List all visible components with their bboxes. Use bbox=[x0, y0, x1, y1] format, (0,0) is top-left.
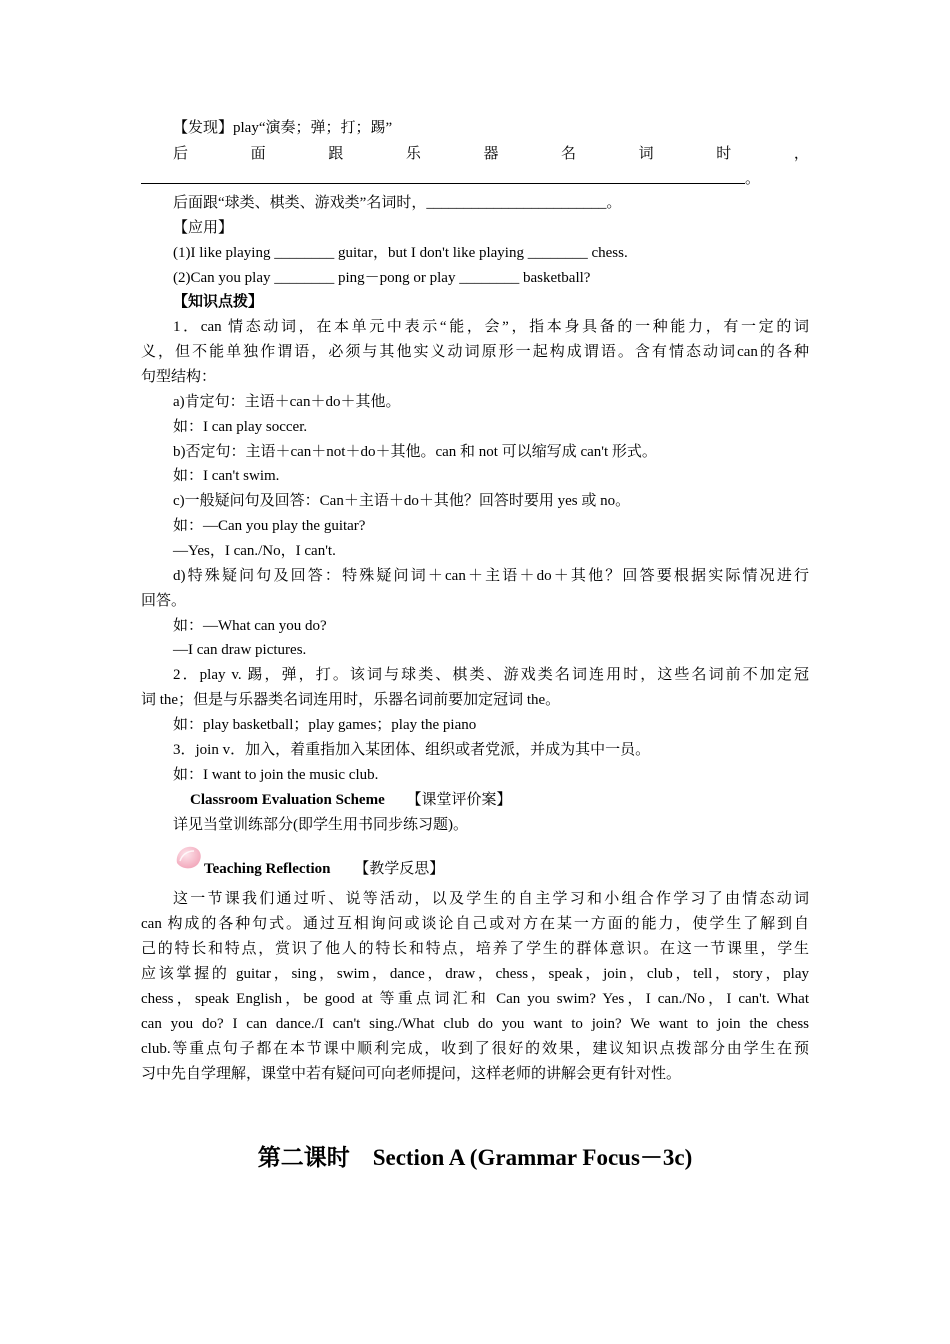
knowledge-text: d)特殊疑问句及回答：特殊疑问词＋can＋主语＋do＋其他？回答要根据实际情况进行 bbox=[173, 568, 809, 584]
discover-line: 后面跟“球类、棋类、游戏类”名词时，________________________。 bbox=[173, 195, 622, 211]
reflection-text: 这一节课我们通过听、说等活动，以及学生的自主学习和小组合作学习了由情态动词 bbox=[173, 891, 809, 907]
knowledge-example: 如：—What can you do? bbox=[173, 618, 327, 634]
knowledge-text: 义，但不能单独作谓语，必须与其他实义动词原形一起构成谓语。含有情态动词can的各种 bbox=[141, 344, 809, 360]
knowledge-text: 回答。 bbox=[141, 593, 187, 609]
knowledge-example: 如：I want to join the music club. bbox=[173, 767, 379, 783]
knowledge-text: 3．join v．加入，着重指加入某团体、组织或者党派，并成为其中一员。 bbox=[173, 742, 651, 758]
knowledge-heading: 【知识点拨】 bbox=[173, 294, 264, 310]
reflection-text: can you do? I can dance./I can't sing./What club do you want to join? We want to join the chess bbox=[141, 1016, 809, 1032]
knowledge-text: a)肯定句：主语＋can＋do＋其他。 bbox=[173, 394, 401, 410]
knowledge-example: 如：play basketball；play games；play the piano bbox=[173, 717, 477, 733]
reflection-heading-en: Teaching Reflection bbox=[204, 861, 331, 877]
fill-blank-line bbox=[141, 183, 745, 184]
spread-char: 后 bbox=[173, 146, 189, 162]
knowledge-example: 如：I can't swim. bbox=[173, 468, 280, 484]
knowledge-example: 如：I can play soccer. bbox=[173, 419, 308, 435]
knowledge-text: b)否定句：主语＋can＋not＋do＋其他。can 和 not 可以缩写成 can't 形式。 bbox=[173, 444, 657, 460]
section-title: 第二课时 Section A (Grammar Focus－3c) bbox=[257, 1145, 693, 1170]
evaluation-text: 详见当堂训练部分(即学生用书同步练习题)。 bbox=[173, 817, 468, 833]
reflection-text: chess，speak English，be good at 等重点词汇和 Can you swim? Yes，I can./No，I can't. What bbox=[141, 991, 809, 1007]
reflection-heading bbox=[204, 858, 764, 880]
apply-question: (1)I like playing ________ guitar，but I don't like playing ________ chess. bbox=[173, 245, 628, 261]
flower-petal-icon bbox=[174, 843, 204, 871]
reflection-text: club.等重点句子都在本节课中顺利完成，收到了很好的效果，建议知识点拨部分由学生在预 bbox=[141, 1041, 809, 1057]
spread-char: 名 bbox=[561, 146, 577, 162]
reflection-heading-cn: 【教学反思】 bbox=[354, 861, 445, 877]
blank-end-mark: 。 bbox=[745, 171, 761, 187]
spread-char: 时 bbox=[716, 146, 732, 162]
discover-line: 【发现】play“演奏；弹；打；踢” bbox=[173, 120, 393, 136]
knowledge-example: 如：—Can you play the guitar? bbox=[173, 518, 366, 534]
knowledge-text: 句型结构： bbox=[141, 369, 217, 385]
spread-char: 器 bbox=[483, 146, 499, 162]
knowledge-example: —I can draw pictures. bbox=[173, 642, 307, 658]
reflection-text: 应该掌握的 guitar，sing，swim，dance，draw，chess，speak，join，club，tell，story，play bbox=[141, 966, 809, 982]
evaluation-heading-cn: 【课堂评价案】 bbox=[406, 792, 512, 808]
evaluation-heading-en: Classroom Evaluation Scheme bbox=[190, 792, 385, 808]
evaluation-heading bbox=[190, 789, 750, 811]
spread-char: 乐 bbox=[405, 146, 421, 162]
discover-spread-line bbox=[173, 143, 809, 165]
spread-char: 词 bbox=[638, 146, 654, 162]
spread-char: 面 bbox=[250, 146, 266, 162]
spread-char: ， bbox=[793, 146, 809, 162]
knowledge-text: 词 the；但是与乐器类名词连用时，乐器名词前要加定冠词 the。 bbox=[141, 692, 561, 708]
apply-heading: 【应用】 bbox=[173, 220, 234, 236]
reflection-text: 习中先自学理解，课堂中若有疑问可向老师提问，这样老师的讲解会更有针对性。 bbox=[141, 1066, 682, 1082]
reflection-text: 己的特长和特点，赏识了他人的特长和特点，培养了学生的群体意识。在这一节课里，学生 bbox=[141, 941, 809, 957]
apply-question: (2)Can you play ________ ping－pong or play ________ basketball? bbox=[173, 270, 591, 286]
spread-char: 跟 bbox=[328, 146, 344, 162]
knowledge-text: c)一般疑问句及回答：Can＋主语＋do＋其他？回答时要用 yes 或 no。 bbox=[173, 493, 631, 509]
knowledge-example: —Yes，I can./No，I can't. bbox=[173, 543, 336, 559]
reflection-text: can 构成的各种句式。通过互相询问或谈论自己或对方在某一方面的能力，使学生了解到自 bbox=[141, 916, 809, 932]
knowledge-text: 1．can 情态动词，在本单元中表示“能，会”，指本身具备的一种能力，有一定的词 bbox=[173, 319, 809, 335]
knowledge-text: 2．play v. 踢，弹，打。该词与球类、棋类、游戏类名词连用时，这些名词前不加定冠 bbox=[173, 667, 809, 683]
